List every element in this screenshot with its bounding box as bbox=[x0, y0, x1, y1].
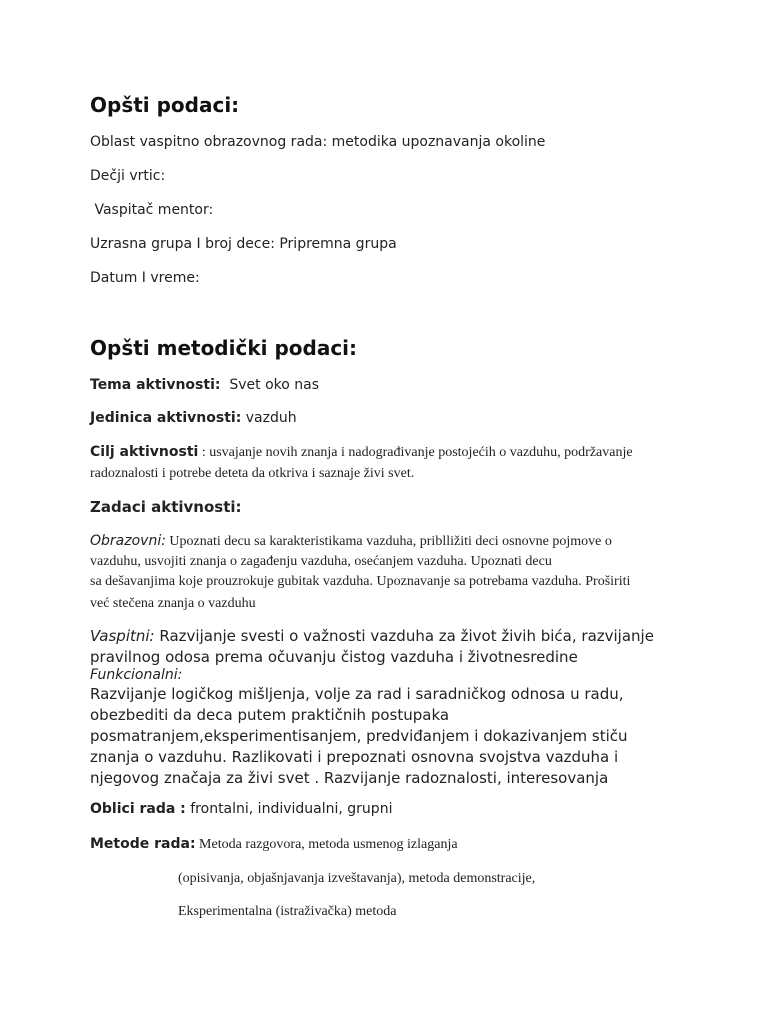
field-oblast: Oblast vaspitno obrazovnog rada: metodika upoznavanja okoline bbox=[90, 134, 546, 150]
jedinica-value: vazduh bbox=[241, 410, 297, 426]
tema-aktivnosti bbox=[90, 377, 319, 393]
obrazovni-line1 bbox=[90, 533, 612, 550]
vaspitni-line1 bbox=[90, 627, 654, 645]
funkcionalni-line2: obezbediti da deca putem praktičnih postupaka bbox=[90, 706, 450, 724]
metode-line3: Eksperimentalna (istraživačka) metoda bbox=[178, 904, 397, 919]
field-decji-vrtic: Dečji vrtic: bbox=[90, 168, 166, 184]
vaspitni-line2: pravilnog odosa prema očuvanju čistog vazduha i životnesredine bbox=[90, 648, 578, 666]
oblici-rada bbox=[90, 801, 392, 817]
tema-label: Tema aktivnosti: bbox=[90, 377, 221, 393]
jedinica-aktivnosti bbox=[90, 410, 297, 426]
section-title-opsti-podaci: Opšti podaci: bbox=[90, 93, 240, 117]
obrazovni-line3: sa dešavanjima koje prouzrokuje gubitak vazduha. Upoznavanje sa potrebama vazduha. Proširiti bbox=[90, 574, 631, 589]
obrazovni-text1: Upoznati decu sa karakteristikama vazduha, priblližiti deci osnovne pojmove o bbox=[165, 534, 612, 549]
vaspitni-label: Vaspitni: bbox=[90, 627, 155, 645]
metode-value: Metoda razgovora, metoda usmenog izlaganja bbox=[195, 837, 458, 852]
metode-label: Metode rada: bbox=[90, 836, 196, 852]
cilj-line2: radoznalosti i potrebe deteta da otkriva i saznaje živi svet. bbox=[90, 466, 415, 481]
vaspitni-text1: Razvijanje svesti o važnosti vazduha za život živih bića, razvijanje bbox=[154, 627, 654, 645]
jedinica-label: Jedinica aktivnosti: bbox=[90, 410, 242, 426]
funkcionalni-line3: posmatranjem,eksperimentisanjem, predviđanjem i dokazivanjem stiču bbox=[90, 727, 628, 745]
obrazovni-line4: već stečena znanja o vazduhu bbox=[90, 596, 256, 611]
funkcionalni-label: Funkcionalni: bbox=[90, 667, 183, 683]
field-datum-vreme: Datum I vreme: bbox=[90, 270, 200, 286]
obrazovni-label: Obrazovni: bbox=[90, 533, 166, 549]
cilj-aktivnosti bbox=[90, 444, 633, 461]
oblici-label: Oblici rada : bbox=[90, 801, 186, 817]
obrazovni-line2: vazduhu, usvojiti znanja o zagađenju vazduha, osećanjem vazduha. Upoznati decu bbox=[90, 554, 552, 569]
funkcionalni-line5: njegovog značaja za živi svet . Razvijanje radoznalosti, interesovanja bbox=[90, 769, 609, 787]
section-title-metodicki-podaci: Opšti metodički podaci: bbox=[90, 336, 358, 360]
cilj-line1: : usvajanje novih znanja i nadograđivanje postojećih o vazduhu, podržavanje bbox=[198, 445, 633, 460]
field-vaspitac-mentor: Vaspitač mentor: bbox=[90, 202, 214, 218]
funkcionalni-line1: Razvijanje logičkog mišljenja, volje za rad i saradničkog odnosa u radu, bbox=[90, 685, 624, 703]
zadaci-aktivnosti-title: Zadaci aktivnosti: bbox=[90, 498, 242, 516]
field-uzrasna-grupa: Uzrasna grupa I broj dece: Pripremna grupa bbox=[90, 236, 397, 252]
tema-value: Svet oko nas bbox=[220, 377, 320, 393]
funkcionalni-line4: znanja o vazduhu. Razlikovati i prepoznati osnovna svojstva vazduha i bbox=[90, 748, 619, 766]
metode-rada bbox=[90, 836, 458, 853]
metode-line2: (opisivanja, objašnjavanja izveštavanja), metoda demonstracije, bbox=[178, 871, 536, 886]
cilj-label: Cilj aktivnosti bbox=[90, 444, 199, 460]
oblici-value: frontalni, individualni, grupni bbox=[185, 801, 393, 817]
